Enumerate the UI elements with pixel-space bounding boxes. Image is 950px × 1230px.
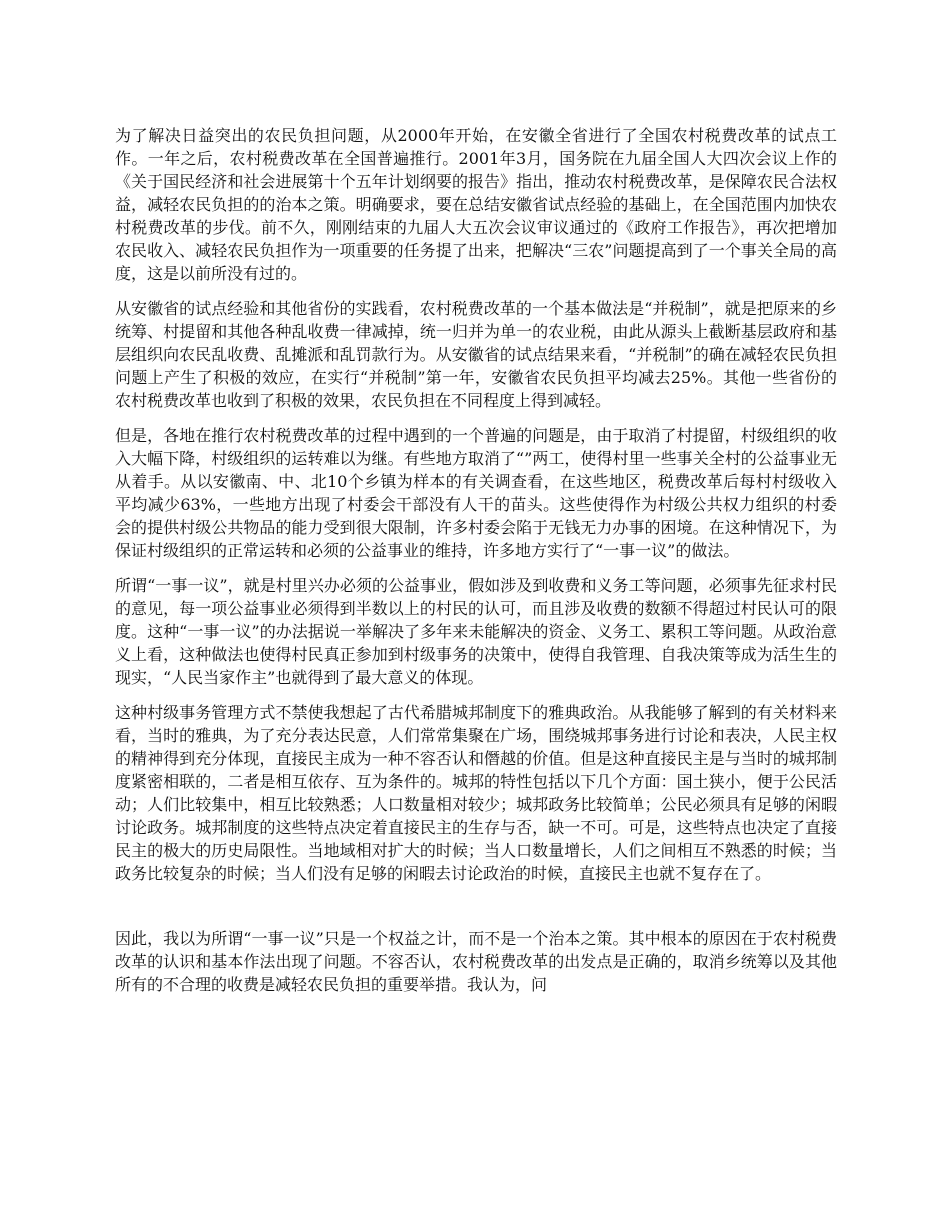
paragraph-3: 但是，各地在推行农村税费改革的过程中遇到的一个普遍的问题是，由于取消了村提留，村级组织的收入大幅下降，村级组织的运转难以为继。有些地方取消了“”两工，使得村里一些事关全村的公益事业无从着手。从以安徽南、中、北10个乡镇为样本的有关调查看，在这些地区，税费改革后每村村级收入平均减少63%，一些地方出现了村委会干部没有人干的苗头。这些使得作为村级公共权力组织的村委会的提供村级公共物品的能力受到很大限制，许多村委会陷于无钱无力办事的困境。在这种情况下，为保证村级组织的正常运转和必须的公益事业的维持，许多地方实行了“一事一议”的做法。	[115, 426, 837, 560]
document-body	[115, 124, 837, 1008]
paragraph-4: 所谓“一事一议”，就是村里兴办必须的公益事业，假如涉及到收费和义务工等问题，必须事先征求村民的意见，每一项公益事业必须得到半数以上的村民的认可，而且涉及收费的数额不得超过村民认可的限度。这种“一事一议”的办法据说一举解决了多年来未能解决的资金、义务工、累积工等问题。从政治意义上看，这种做法也使得村民真正参加到村级事务的决策中，使得自我管理、自我决策等成为活生生的现实，“人民当家作主”也就得到了最大意义的体现。	[115, 576, 837, 687]
paragraph-6: 因此，我以为所谓“一事一议”只是一个权益之计，而不是一个治本之策。其中根本的原因在于农村税费改革的认识和基本作法出现了问题。不容否认，农村税费改革的出发点是正确的，取消乡统筹以及其他所有的不合理的收费是减轻农民负担的重要举措。我认为，问	[115, 929, 837, 994]
paragraph-1: 为了解决日益突出的农民负担问题，从2000年开始，在安徽全省进行了全国农村税费改革的试点工作。一年之后，农村税费改革在全国普遍推行。2001年3月，国务院在九届全国人大四次会议上作的《关于国民经济和社会进展第十个五年计划纲要的报告》指出，推动农村税费改革，是保障农民合法权益，减轻农民负担的的治本之策。明确要求，要在总结安徽省试点经验的基础上，在全国范围内加快农村税费改革的步伐。前不久，刚刚结束的九届人大五次会议审议通过的《政府工作报告》，再次把增加农民收入、减轻农民负担作为一项重要的任务提了出来，把解决“三农”问题提高到了一个事关全局的高度，这是以前所没有过的。	[115, 126, 837, 283]
paragraph-5: 这种村级事务管理方式不禁使我想起了古代希腊城邦制度下的雅典政治。从我能够了解到的有关材料来看，当时的雅典，为了充分表达民意，人们常常集聚在广场，围绕城邦事务进行讨论和表决，人民主权的精神得到充分体现，直接民主成为一种不容否认和僭越的价值。但是这种直接民主是与当时的城邦制度紧密相联的，二者是相互依存、互为条件的。城邦的特性包括以下几个方面：国土狭小，便于公民活动；人们比较集中，相互比较熟悉；人口数量相对较少；城邦政务比较简单；公民必须具有足够的闲暇讨论政务。城邦制度的这些特点决定着直接民主的生存与否，缺一不可。可是，这些特点也决定了直接民主的极大的历史局限性。当地域相对扩大的时候；当人口数量增长，人们之间相互不熟悉的时候；当政务比较复杂的时候；当人们没有足够的闲暇去讨论政治的时候，直接民主也就不复存在了。	[115, 703, 837, 883]
paragraph-2: 从安徽省的试点经验和其他省份的实践看，农村税费改革的一个基本做法是“并税制”，就是把原来的乡统筹、村提留和其他各种乱收费一律减掉，统一归并为单一的农业税，由此从源头上截断基层政府和基层组织向农民乱收费、乱摊派和乱罚款行为。从安徽省的试点结果来看，“并税制”的确在减轻农民负担问题上产生了积极的效应，在实行“并税制”第一年，安徽省农民负担平均减去25%。其他一些省份的农村税费改革也收到了积极的效果，农民负担在不同程度上得到减轻。	[115, 299, 837, 410]
